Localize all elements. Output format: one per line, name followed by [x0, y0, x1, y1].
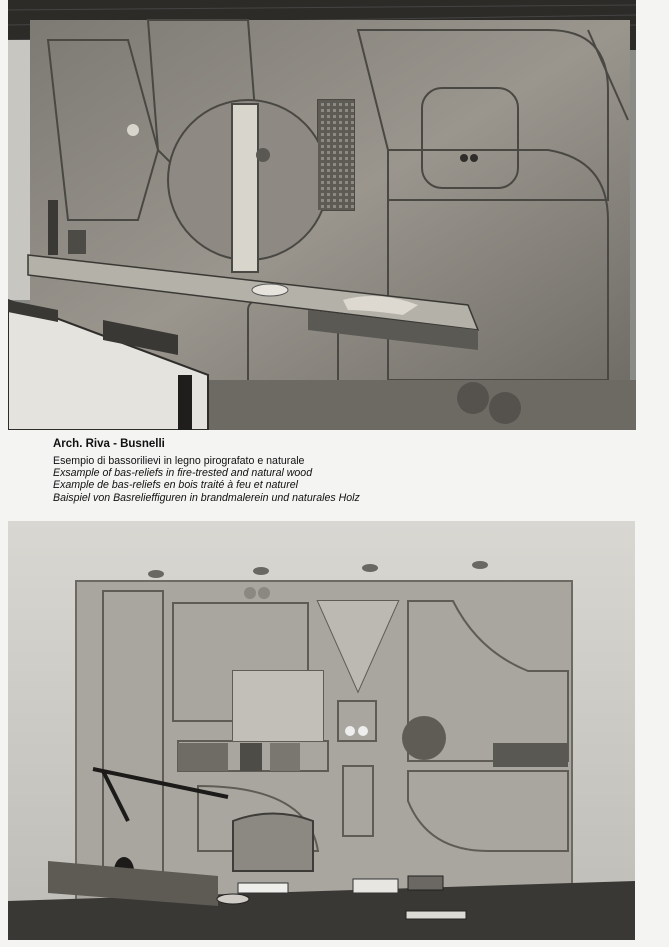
photo-bas-relief-shelf — [8, 0, 636, 430]
caption-line-german: Baispiel von Basrelieffiguren in brandmalerein und naturales Holz — [53, 491, 360, 504]
bas-relief-illustration-top — [8, 0, 636, 430]
caption-line-english: Exsample of bas-reliefs in fire-trested and natural wood — [53, 467, 313, 480]
photo-bas-relief-desk — [8, 521, 635, 940]
bas-relief-illustration-bottom — [8, 521, 635, 940]
photo-caption — [53, 437, 613, 504]
caption-line-italian: Esempio di bassorilievi in legno pirografato e naturale — [53, 455, 305, 467]
caption-title: Arch. Riva - Busnelli — [53, 438, 165, 450]
caption-line-french: Example de bas-reliefs en bois traité à feu et naturel — [53, 479, 298, 492]
